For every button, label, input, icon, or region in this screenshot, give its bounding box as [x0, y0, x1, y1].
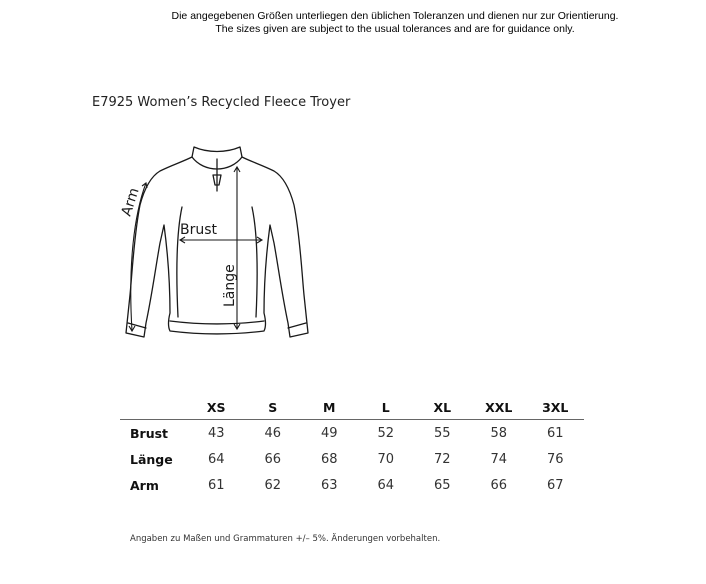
table-cell: 64 — [377, 477, 395, 493]
size-header-m: M — [323, 399, 336, 415]
table-cell: 49 — [320, 425, 338, 441]
garment-illustration — [112, 145, 312, 345]
row-label-arm: Arm — [130, 477, 159, 493]
size-header-corner — [120, 395, 188, 420]
table-cell: 61 — [546, 425, 564, 441]
table-cell: 68 — [320, 451, 338, 467]
size-header-xs: XS — [206, 399, 226, 415]
size-header-l: L — [381, 399, 390, 415]
size-table — [120, 395, 584, 498]
table-row — [120, 420, 584, 447]
table-cell: 67 — [546, 477, 564, 493]
table-cell: 64 — [207, 451, 225, 467]
size-header-xxl: XXL — [485, 399, 513, 415]
table-cell: 65 — [433, 477, 451, 493]
tolerance-notice — [90, 10, 700, 36]
size-header-3xl: 3XL — [542, 399, 569, 415]
table-cell: 70 — [377, 451, 395, 467]
size-header-s: S — [268, 399, 278, 415]
brust-label: Brust — [180, 222, 218, 238]
table-cell: 58 — [490, 425, 508, 441]
table-cell: 62 — [264, 477, 282, 493]
table-cell: 76 — [546, 451, 564, 467]
table-cell: 43 — [207, 425, 225, 441]
table-cell: 52 — [377, 425, 395, 441]
tolerance-notice-english: The sizes given are subject to the usual tolerances and are for guidance only. — [215, 23, 575, 35]
table-cell: 55 — [433, 425, 451, 441]
table-cell: 46 — [264, 425, 282, 441]
size-header-xl: XL — [433, 399, 452, 415]
tolerance-notice-german: Die angegebenen Größen unterliegen den üblichen Toleranzen und dienen nur zur Orientierung. — [171, 10, 619, 22]
table-cell: 63 — [320, 477, 338, 493]
fleece-troyer-drawing — [126, 147, 308, 337]
arm-label: Arm — [118, 185, 143, 219]
table-cell: 72 — [433, 451, 451, 467]
table-cell: 74 — [490, 451, 508, 467]
product-title: E7925 Women’s Recycled Fleece Troyer — [92, 95, 351, 110]
row-label-brust: Brust — [130, 425, 169, 441]
table-cell: 66 — [264, 451, 282, 467]
table-row — [120, 446, 584, 472]
table-row — [120, 472, 584, 498]
size-header-row — [120, 395, 584, 420]
row-label-laenge: Länge — [130, 451, 173, 467]
table-cell: 61 — [207, 477, 225, 493]
table-cell: 66 — [490, 477, 508, 493]
footnote: Angaben zu Maßen und Grammaturen +/– 5%. Änderungen vorbehalten. — [130, 534, 441, 544]
laenge-label: Länge — [222, 264, 238, 307]
